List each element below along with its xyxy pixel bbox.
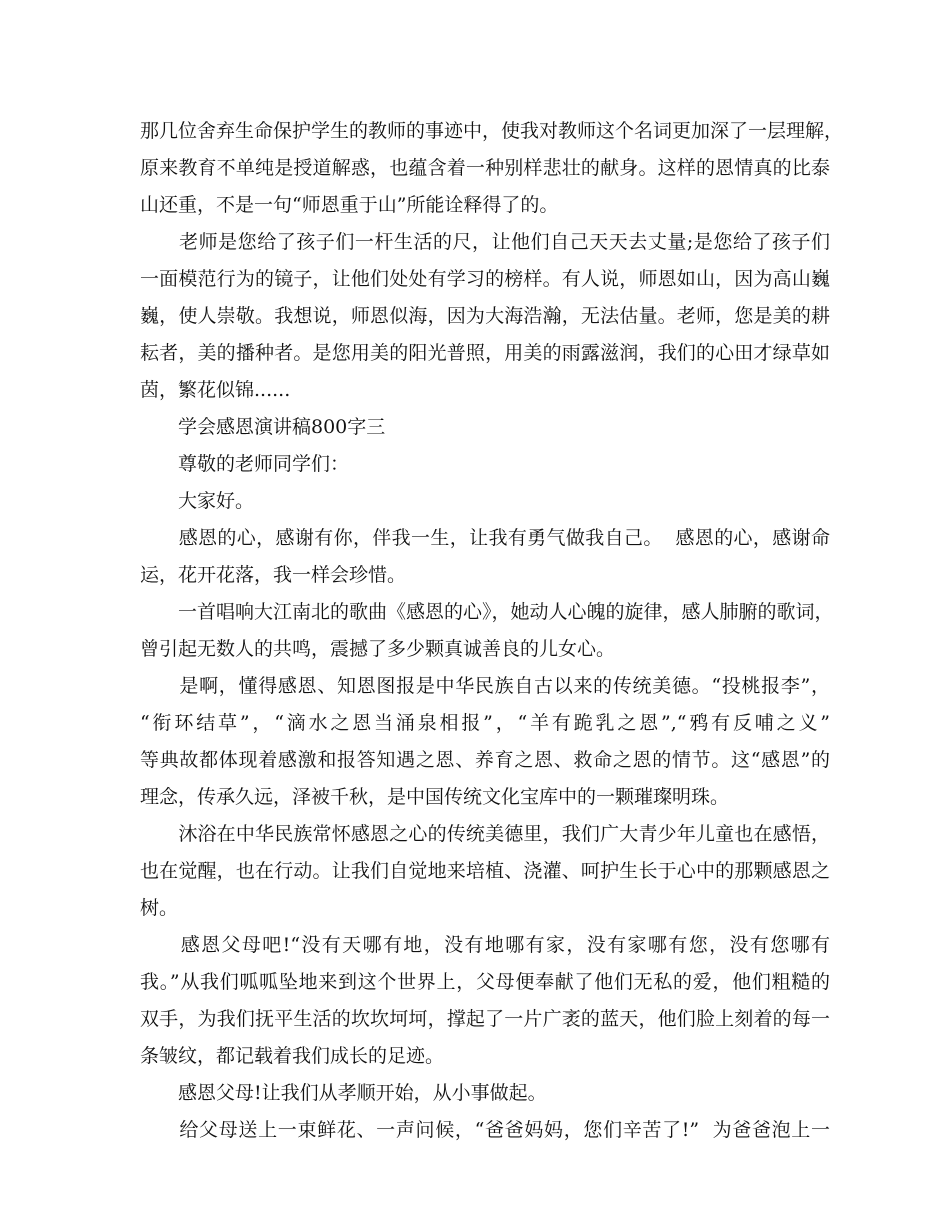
text-line: 原来教育不单纯是授道解惑，也蕴含着一种别样悲壮的献身。这样的恩情真的比泰 bbox=[140, 157, 830, 179]
text-line: 山还重，不是一句“师恩重于山”所能诠释得了的。 bbox=[140, 194, 559, 216]
text-line: 老师是您给了孩子们一杆生活的尺，让他们自己天天去丈量;是您给了孩子们 bbox=[140, 231, 830, 253]
text-line: 运，花开花落，我一样会珍惜。 bbox=[140, 564, 407, 586]
text-line: 耘者，美的播种者。是您用美的阳光普照，用美的雨露滋润，我们的心田才绿草如 bbox=[140, 342, 830, 364]
greeting: 大家好。 bbox=[140, 490, 255, 512]
text-line: 树。 bbox=[140, 897, 179, 919]
text-line: 茵，繁花似锦...... bbox=[140, 379, 291, 401]
text-line: 等典故都体现着感激和报答知遇之恩、养育之恩、救命之恩的情节。这“感恩”的 bbox=[140, 749, 830, 771]
text-line: 我。”从我们呱呱坠地来到这个世界上，父母便奉献了他们无私的爱，他们粗糙的 bbox=[140, 971, 830, 993]
document-body bbox=[140, 113, 844, 1149]
text-line: 条皱纹，都记载着我们成长的足迹。 bbox=[140, 1045, 445, 1067]
text-line: 一面模范行为的镜子，让他们处处有学习的榜样。有人说，师恩如山，因为高山巍 bbox=[140, 268, 830, 290]
text-line: 曾引起无数人的共鸣，震撼了多少颗真诚善良的儿女心。 bbox=[140, 638, 616, 660]
text-line: 感恩的心，感谢有你，伴我一生，让我有勇气做我自己。 感恩的心，感谢命 bbox=[140, 527, 830, 549]
text-line: 理念，传承久远，泽被千秋，是中国传统文化宝库中的一颗璀璨明珠。 bbox=[140, 786, 730, 808]
section-heading: 学会感恩演讲稿800字三 bbox=[140, 416, 386, 438]
text-line: 也在觉醒，也在行动。让我们自觉地来培植、浇灌、呵护生长于心中的那颗感恩之 bbox=[140, 860, 830, 882]
text-line: 一首唱响大江南北的歌曲《感恩的心》，她动人心魄的旋律，感人肺腑的歌词， bbox=[140, 601, 834, 623]
text-line: 感恩父母吧!“没有天哪有地，没有地哪有家，没有家哪有您，没有您哪有 bbox=[140, 934, 830, 956]
text-line: 感恩父母!让我们从孝顺开始，从小事做起。 bbox=[140, 1082, 547, 1104]
text-line: 巍，使人崇敬。我想说，师恩似海，因为大海浩瀚，无法估量。老师，您是美的耕 bbox=[140, 305, 830, 327]
text-line: 那几位舍弃生命保护学生的教师的事迹中，使我对教师这个名词更加深了一层理解， bbox=[140, 120, 844, 142]
text-line: 给父母送上一束鲜花、一声问候，“爸爸妈妈，您们辛苦了!” 为爸爸泡上一 bbox=[140, 1119, 830, 1141]
text-line: 是啊，懂得感恩、知恩图报是中华民族自古以来的传统美德。“投桃报李”， bbox=[140, 675, 830, 697]
text-line: 沐浴在中华民族常怀感恩之心的传统美德里，我们广大青少年儿童也在感悟， bbox=[140, 823, 830, 845]
salutation: 尊敬的老师同学们： bbox=[140, 453, 350, 475]
text-line: “衔环结草”，“滴水之恩当涌泉相报”，“羊有跪乳之恩”,“鸦有反哺之义” bbox=[140, 712, 830, 734]
text-line: 双手，为我们抚平生活的坎坎坷坷，撑起了一片广袤的蓝天，他们脸上刻着的每一 bbox=[140, 1008, 830, 1030]
